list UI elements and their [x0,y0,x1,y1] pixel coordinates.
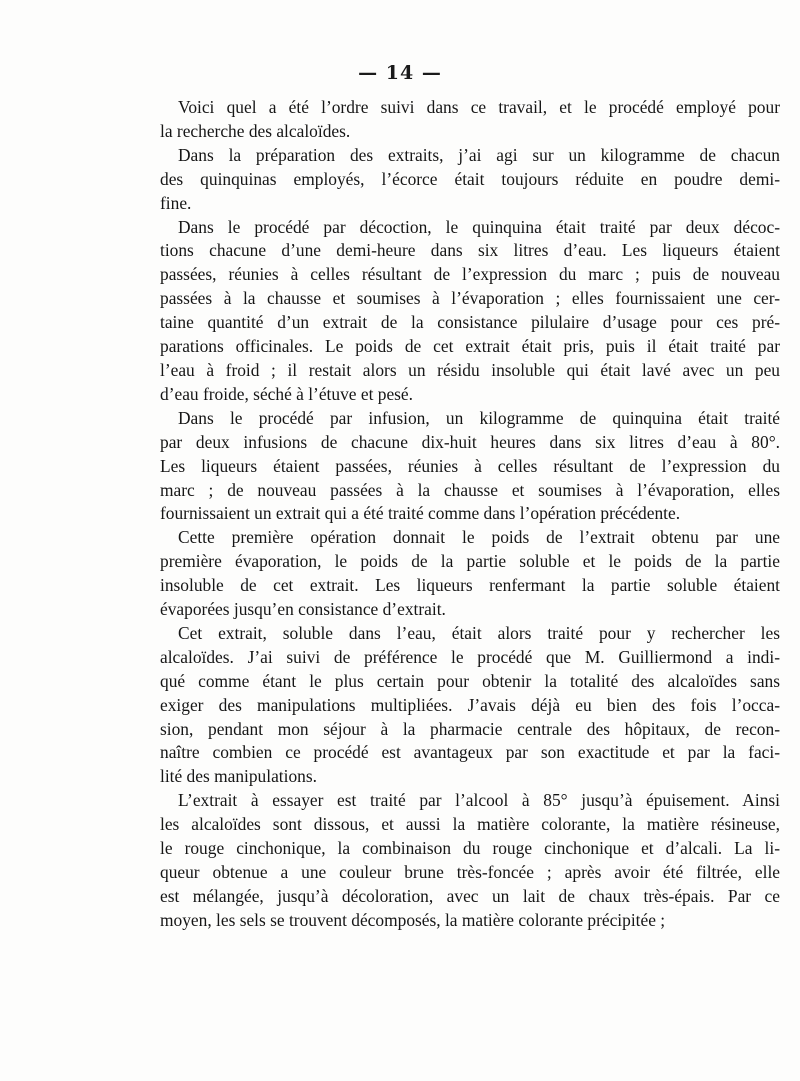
paragraph-procedure-intro [160,96,780,144]
text-line: marc ; de nouveau passées à la chausse et soumises à l’évaporation, elles [160,479,780,500]
paragraph-alcohol-treatment [160,789,780,932]
text-line: passées à la chausse et soumises à l’évaporation ; elles fournissaient une cer- [160,288,780,309]
text-line: lité des manipulations. [160,766,317,787]
text-line: Dans le procédé par décoction, le quinquina était traité par deux décoc- [178,216,780,237]
text-line: sion, pendant mon séjour à la pharmacie centrale des hôpitaux, de recon- [160,718,780,739]
text-line: moyen, les sels se trouvent décomposés, la matière colorante précipitée ; [160,909,666,930]
paragraph-alkaloid-search [160,622,780,789]
paragraph-decoction [160,216,780,407]
text-line: les alcaloïdes sont dissous, et aussi la matière colorante, la matière résineuse, [160,814,780,835]
text-line: première évaporation, le poids de la partie soluble et le poids de la partie [160,551,780,572]
text-line: qué comme étant le plus certain pour obtenir la totalité des alcaloïdes sans [160,670,780,691]
text-line: passées, réunies à celles résultant de l’expression du marc ; puis de nouveau [160,264,780,285]
text-line: la recherche des alcaloïdes. [160,120,351,141]
text-line: insoluble de cet extrait. Les liqueurs renfermant la partie soluble étaient [160,575,780,596]
text-line: d’eau froide, séché à l’étuve et pesé. [160,383,413,404]
text-line: naître combien ce procédé est avantageux par son exactitude et par la faci- [160,742,780,763]
text-line: l’eau à froid ; il restait alors un résidu insoluble qui était lavé avec un peu [160,359,780,380]
text-line: évaporées jusqu’en consistance d’extrait. [160,599,446,620]
text-line: alcaloïdes. J’ai suivi de préférence le procédé que M. Guilliermond a indi- [160,646,780,667]
text-line: parations officinales. Le poids de cet extrait était pris, puis il était traité par [160,336,780,357]
text-line: le rouge cinchonique, la combinaison du rouge cinchonique et d’alcali. La li- [160,838,780,859]
text-line: L’extrait à essayer est traité par l’alcool à 85° jusqu’à épuisement. Ainsi [178,790,780,811]
text-line: fine. [160,192,192,213]
text-line: Voici quel a été l’ordre suivi dans ce travail, et le procédé employé pour [178,97,780,117]
paragraph-infusion [160,407,780,527]
text-line: Les liqueurs étaient passées, réunies à celles résultant de l’expression du [160,455,780,476]
page-number: — 14 — [358,62,442,84]
paragraph-first-operation [160,526,780,622]
text-line: par deux infusions de chacune dix-huit heures dans six litres d’eau à 80°. [160,431,780,452]
text-line: Dans le procédé par infusion, un kilogramme de quinquina était traité [178,407,780,428]
text-line: tions chacune d’une demi-heure dans six litres d’eau. Les liqueurs étaient [160,240,780,261]
text-line: queur obtenue a une couleur brune très-foncée ; après avoir été filtrée, elle [160,862,780,882]
text-line: taine quantité d’un extrait de la consistance pilulaire d’usage pour ces pré- [160,312,780,333]
text-line: Cet extrait, soluble dans l’eau, était alors traité pour y rechercher les [178,622,780,643]
text-line: des quinquinas employés, l’écorce était toujours réduite en poudre demi- [160,168,780,189]
body-text [160,96,780,933]
text-line: Dans la préparation des extraits, j’ai agi sur un kilogramme de chacun [178,144,780,165]
text-line: fournissaient un extrait qui a été traité comme dans l’opération précédente. [160,503,681,524]
text-line: est mélangée, jusqu’à décoloration, avec un lait de chaux très-épais. Par ce [160,885,780,906]
text-line: exiger des manipulations multipliées. J’avais déjà eu bien des fois l’occa- [160,694,780,715]
paragraph-extract-preparation [160,144,780,216]
text-line: Cette première opération donnait le poids de l’extrait obtenu par une [178,527,780,548]
